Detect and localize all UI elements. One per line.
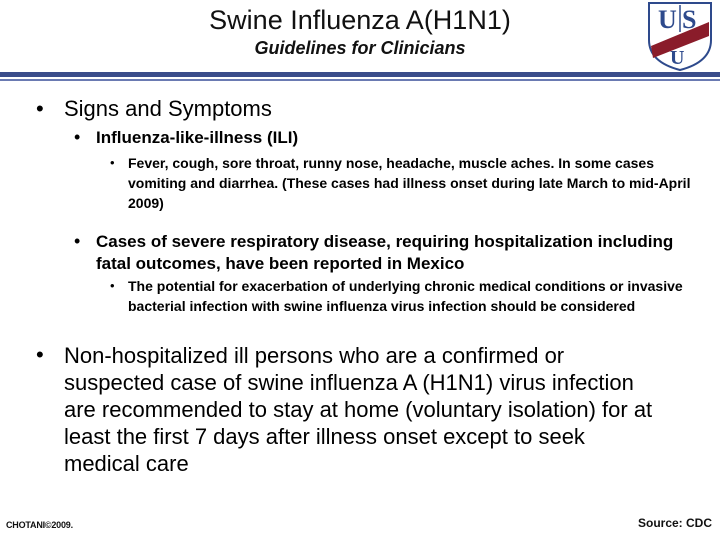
non-hosp-text: Non-hospitalized ill persons who are a confirmed or suspected case of swine influenza A (H1N1) virus infection are recommended to stay at home (voluntary isolation) for at least the first 7 days after illness onset except to seek medical care (64, 343, 653, 476)
bullet-severe-detail (110, 276, 115, 296)
bullet-dot: • (36, 96, 44, 121)
slide-subtitle: Guidelines for Clinicians (254, 38, 466, 58)
ili-detail: Fever, cough, sore throat, runny nose, headache, muscle aches. In some cases vomiting and diarrhea. (These cases had illness onset during late March to mid-April 2009) (128, 155, 691, 211)
bullet-dot: • (74, 231, 81, 251)
svg-text:S: S (682, 5, 697, 34)
bullet-signs (36, 96, 44, 122)
header-rule-thin (0, 79, 720, 81)
signs-header: Signs and Symptoms (64, 96, 272, 121)
copyright: CHOTANI©2009. (6, 520, 73, 530)
ili-header: Influenza-like-illness (ILI) (96, 128, 299, 147)
bullet-dot: • (110, 278, 115, 293)
bullet-non-hosp (36, 342, 44, 368)
bullet-ili-detail (110, 153, 115, 173)
usu-logo (646, 0, 714, 72)
svg-text:U: U (670, 47, 685, 69)
bullet-dot: • (74, 127, 81, 147)
slide-title: Swine Influenza A(H1N1) (209, 5, 511, 35)
bullet-dot: • (110, 155, 115, 170)
svg-text:U: U (658, 5, 677, 34)
bullet-dot: • (36, 342, 44, 367)
severe-header: Cases of severe respiratory disease, requiring hospitalization including fatal outcomes, have been reported in Mexico (96, 232, 674, 273)
bullet-ili (74, 126, 80, 148)
source-label: Source: CDC (637, 516, 712, 530)
bullet-severe (74, 230, 80, 252)
header-rule (0, 72, 720, 77)
severe-detail: The potential for exacerbation of underlying chronic medical conditions or invasive bacterial infection with swine influenza virus infection should be considered (128, 278, 683, 314)
slide-header (0, 0, 720, 75)
